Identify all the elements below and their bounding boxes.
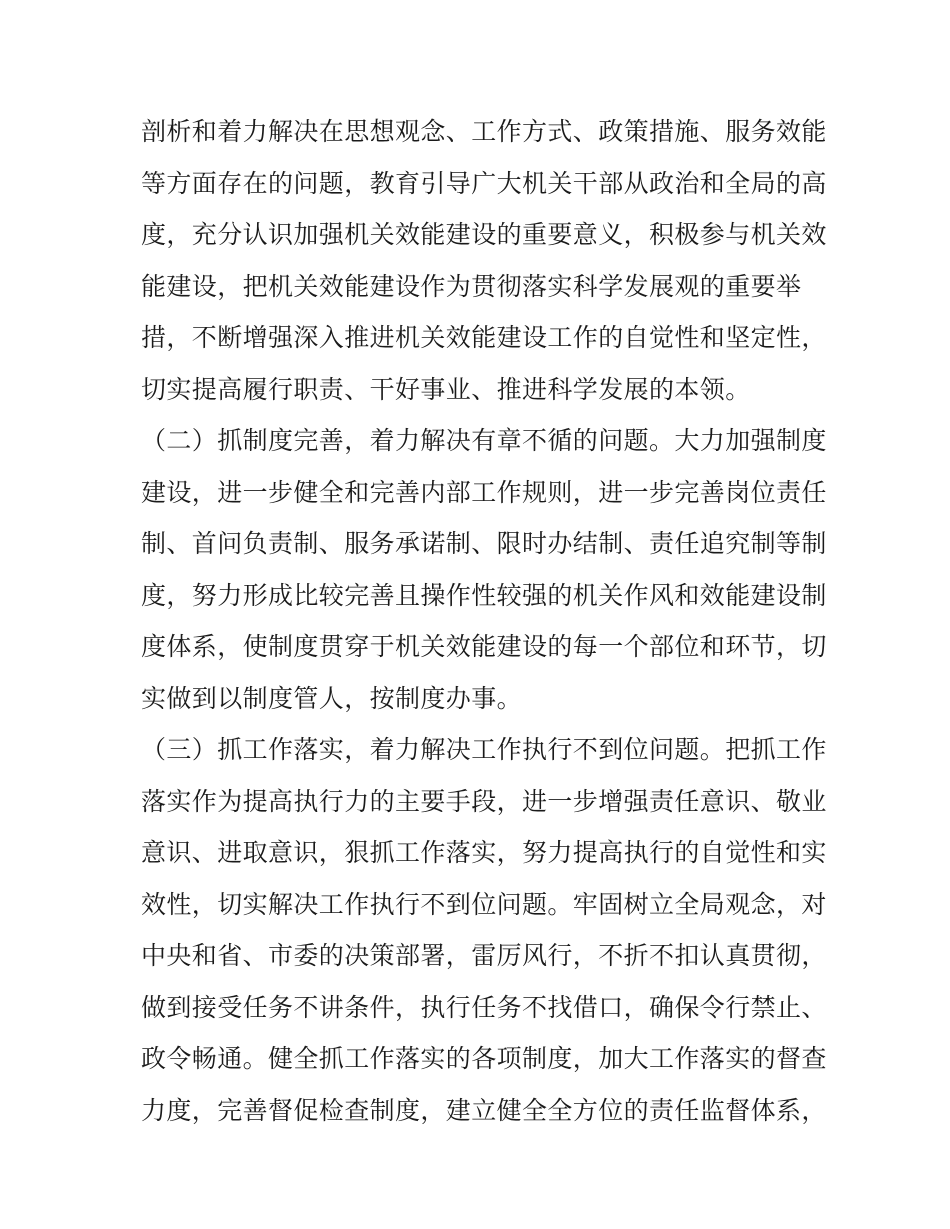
text-line: 措，不断增强深入推进机关效能建设工作的自觉性和坚定性， [141, 323, 827, 352]
text-line: 落实作为提高执行力的主要手段，进一步增强责任意识、敬业 [141, 786, 827, 816]
text-line: 建设，进一步健全和完善内部工作规则，进一步完善岗位责任 [141, 477, 827, 507]
text-line: 剖析和着力解决在思想观念、工作方式、政策措施、服务效能 [141, 117, 827, 146]
text-line: 能建设，把机关效能建设作为贯彻落实科学发展观的重要举 [141, 271, 802, 301]
text-line: 政令畅通。健全抓工作落实的各项制度，加大工作落实的督查 [141, 1044, 827, 1073]
text-line: 中央和省、市委的决策部署，雷厉风行，不折不扣认真贯彻， [141, 941, 827, 970]
text-line: 实做到以制度管人，按制度办事。 [141, 683, 523, 713]
section-heading-line: （三）抓工作落实，着力解决工作执行不到位问题。把抓工作 [141, 735, 827, 764]
text-line: 力度，完善督促检查制度，建立健全全方位的责任监督体系， [141, 1095, 827, 1125]
text-line: 做到接受任务不讲条件，执行任务不找借口，确保令行禁止、 [141, 992, 827, 1022]
text-line: 效性，切实解决工作执行不到位问题。牢固树立全局观念，对 [141, 889, 827, 919]
text-line: 意识、进取意识，狠抓工作落实，努力提高执行的自觉性和实 [141, 838, 827, 867]
text-line: 切实提高履行职责、干好事业、推进科学发展的本领。 [141, 374, 751, 404]
text-line: 度体系，使制度贯穿于机关效能建设的每一个部位和环节，切 [141, 632, 827, 661]
text-line: 制、首问负责制、服务承诺制、限时办结制、责任追究制等制 [141, 529, 827, 558]
text-line: 度，充分认识加强机关效能建设的重要意义，积极参与机关效 [141, 220, 827, 249]
section-heading-line: （二）抓制度完善，着力解决有章不循的问题。大力加强制度 [141, 426, 827, 455]
text-line: 等方面存在的问题，教育引导广大机关干部从政治和全局的高 [141, 168, 827, 198]
text-line: 度，努力形成比较完善且操作性较强的机关作风和效能建设制 [141, 580, 827, 610]
body-text [141, 106, 827, 1136]
